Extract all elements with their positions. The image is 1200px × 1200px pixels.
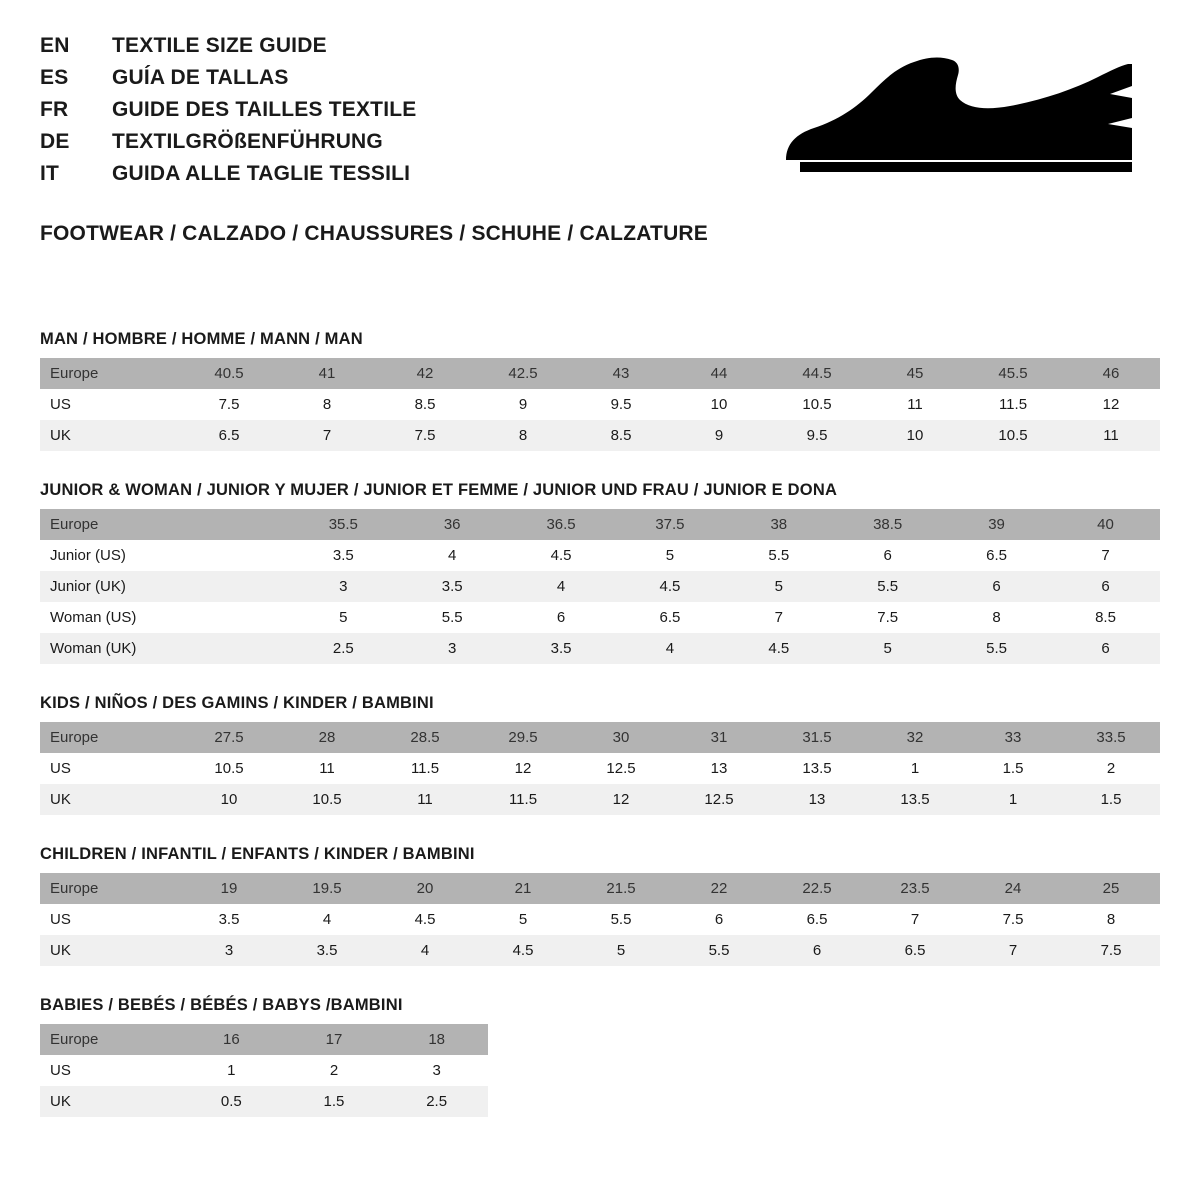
table-block-kids	[40, 694, 1160, 815]
language-code: ES	[40, 66, 69, 89]
cell: 4	[507, 571, 616, 602]
row-label: Europe	[40, 509, 180, 540]
cell: 8	[942, 602, 1051, 633]
row-label: UK	[40, 420, 180, 451]
table-row	[40, 873, 1160, 904]
cell	[180, 633, 289, 664]
language-title: GUIDE DES TAILLES TEXTILE	[112, 98, 417, 121]
cell: 6	[507, 602, 616, 633]
cell: 5	[474, 904, 572, 935]
cell: 4.5	[724, 633, 833, 664]
cell: 9.5	[768, 420, 866, 451]
row-label: US	[40, 389, 180, 420]
cell: 6	[670, 904, 768, 935]
cell: 13	[670, 753, 768, 784]
cell: 4.5	[376, 904, 474, 935]
cell: 6.5	[942, 540, 1051, 571]
cell: 38	[724, 509, 833, 540]
row-label: UK	[40, 784, 180, 815]
cell: 7.5	[964, 904, 1062, 935]
cell: 5	[833, 633, 942, 664]
language-code: DE	[40, 130, 70, 153]
cell: 5	[572, 935, 670, 966]
cell: 5	[724, 571, 833, 602]
row-label: US	[40, 753, 180, 784]
row-label: Europe	[40, 358, 180, 389]
cell: 5	[289, 602, 398, 633]
cell: 6	[1051, 633, 1160, 664]
cell: 4.5	[507, 540, 616, 571]
cell: 42.5	[474, 358, 572, 389]
row-label: Woman (UK)	[40, 633, 180, 664]
cell: 28	[278, 722, 376, 753]
cell: 10	[866, 420, 964, 451]
cell: 3.5	[180, 904, 278, 935]
cell: 19	[180, 873, 278, 904]
table-caption: JUNIOR & WOMAN / JUNIOR Y MUJER / JUNIOR ET FEMME / JUNIOR UND FRAU / JUNIOR E DONA	[40, 481, 838, 499]
cell: 39	[942, 509, 1051, 540]
table-row	[40, 602, 1160, 633]
cell: 4.5	[474, 935, 572, 966]
size-table-babies	[40, 1024, 488, 1117]
cell: 3.5	[398, 571, 507, 602]
cell: 8.5	[1051, 602, 1160, 633]
cell: 11	[866, 389, 964, 420]
cell: 19.5	[278, 873, 376, 904]
cell: 10.5	[180, 753, 278, 784]
row-label: Europe	[40, 873, 180, 904]
table-row	[40, 633, 1160, 664]
cell: 6.5	[768, 904, 866, 935]
cell: 5.5	[942, 633, 1051, 664]
cell: 22	[670, 873, 768, 904]
cell: 9	[474, 389, 572, 420]
cell: 21.5	[572, 873, 670, 904]
table-row	[40, 904, 1160, 935]
cell: 7	[964, 935, 1062, 966]
language-title: TEXTILGRÖßENFÜHRUNG	[112, 130, 383, 153]
cell: 3.5	[289, 540, 398, 571]
cell: 13.5	[866, 784, 964, 815]
cell: 22.5	[768, 873, 866, 904]
table-caption: KIDS / NIÑOS / DES GAMINS / KINDER / BAMBINI	[40, 694, 434, 712]
cell: 8	[1062, 904, 1160, 935]
cell: 28.5	[376, 722, 474, 753]
cell: 6	[942, 571, 1051, 602]
size-tables	[0, 330, 1200, 1117]
row-label: UK	[40, 1086, 180, 1117]
table-block-man	[40, 330, 1160, 451]
table-row	[40, 420, 1160, 451]
cell: 10	[180, 784, 278, 815]
cell: 3.5	[278, 935, 376, 966]
size-table-children	[40, 873, 1160, 966]
cell: 16	[180, 1024, 283, 1055]
row-label: Woman (US)	[40, 602, 180, 633]
cell: 9.5	[572, 389, 670, 420]
cell: 7.5	[833, 602, 942, 633]
cell: 5	[616, 540, 725, 571]
row-label: UK	[40, 935, 180, 966]
language-code: IT	[40, 162, 60, 185]
cell: 2.5	[289, 633, 398, 664]
cell: 7.5	[1062, 935, 1160, 966]
table-row	[40, 1086, 488, 1117]
cell: 18	[385, 1024, 488, 1055]
language-code: EN	[40, 34, 70, 57]
cell: 35.5	[289, 509, 398, 540]
cell: 1	[866, 753, 964, 784]
cell	[180, 540, 289, 571]
cell: 6.5	[866, 935, 964, 966]
dress-shoe-icon	[780, 42, 1140, 172]
cell: 7	[278, 420, 376, 451]
cell: 11	[376, 784, 474, 815]
table-row	[40, 753, 1160, 784]
cell: 31	[670, 722, 768, 753]
cell: 3	[289, 571, 398, 602]
cell: 20	[376, 873, 474, 904]
table-row	[40, 935, 1160, 966]
cell: 4	[278, 904, 376, 935]
cell: 10	[670, 389, 768, 420]
size-table-man	[40, 358, 1160, 451]
cell: 4	[376, 935, 474, 966]
category-title: FOOTWEAR / CALZADO / CHAUSSURES / SCHUHE / CALZATURE	[40, 222, 709, 245]
cell: 29.5	[474, 722, 572, 753]
table-block-babies	[40, 996, 1160, 1117]
table-row	[40, 784, 1160, 815]
row-label: Europe	[40, 1024, 180, 1055]
cell: 31.5	[768, 722, 866, 753]
cell: 12	[474, 753, 572, 784]
cell: 10.5	[768, 389, 866, 420]
cell: 3	[180, 935, 278, 966]
language-title: GUÍA DE TALLAS	[112, 66, 289, 89]
cell: 6	[1051, 571, 1160, 602]
cell: 2	[1062, 753, 1160, 784]
row-label: Junior (UK)	[40, 571, 180, 602]
cell: 0.5	[180, 1086, 283, 1117]
cell: 41	[278, 358, 376, 389]
cell: 11.5	[964, 389, 1062, 420]
cell: 9	[670, 420, 768, 451]
cell: 40	[1051, 509, 1160, 540]
cell: 5.5	[398, 602, 507, 633]
table-caption: BABIES / BEBÉS / BÉBÉS / BABYS /BAMBINI	[40, 996, 403, 1014]
cell: 42	[376, 358, 474, 389]
cell: 40.5	[180, 358, 278, 389]
cell: 5.5	[670, 935, 768, 966]
cell: 37.5	[616, 509, 725, 540]
cell: 6	[833, 540, 942, 571]
table-row	[40, 540, 1160, 571]
cell: 11.5	[376, 753, 474, 784]
table-row	[40, 509, 1160, 540]
cell: 11.5	[474, 784, 572, 815]
cell: 1.5	[964, 753, 1062, 784]
table-caption: CHILDREN / INFANTIL / ENFANTS / KINDER / BAMBINI	[40, 845, 475, 863]
cell: 7	[724, 602, 833, 633]
cell: 1	[964, 784, 1062, 815]
cell: 21	[474, 873, 572, 904]
table-block-junior-woman	[40, 481, 1160, 664]
cell	[180, 571, 289, 602]
cell: 30	[572, 722, 670, 753]
cell: 45.5	[964, 358, 1062, 389]
cell: 7	[866, 904, 964, 935]
cell: 10.5	[964, 420, 1062, 451]
cell: 8	[278, 389, 376, 420]
cell: 13	[768, 784, 866, 815]
language-title: TEXTILE SIZE GUIDE	[112, 34, 327, 57]
cell: 45	[866, 358, 964, 389]
cell: 12.5	[670, 784, 768, 815]
cell: 2	[283, 1055, 386, 1086]
cell: 44	[670, 358, 768, 389]
cell: 1	[180, 1055, 283, 1086]
page-header	[0, 0, 1200, 246]
cell: 24	[964, 873, 1062, 904]
cell: 6.5	[180, 420, 278, 451]
cell: 4	[616, 633, 725, 664]
cell: 5.5	[833, 571, 942, 602]
table-row	[40, 358, 1160, 389]
cell	[180, 602, 289, 633]
cell: 46	[1062, 358, 1160, 389]
cell: 12	[1062, 389, 1160, 420]
cell: 38.5	[833, 509, 942, 540]
table-row	[40, 1024, 488, 1055]
table-row	[40, 389, 1160, 420]
cell: 17	[283, 1024, 386, 1055]
row-label: Junior (US)	[40, 540, 180, 571]
cell: 25	[1062, 873, 1160, 904]
cell: 5.5	[724, 540, 833, 571]
table-block-children	[40, 845, 1160, 966]
cell: 2.5	[385, 1086, 488, 1117]
cell	[180, 509, 289, 540]
cell: 8.5	[572, 420, 670, 451]
language-code: FR	[40, 98, 69, 121]
row-label: US	[40, 904, 180, 935]
cell: 3	[398, 633, 507, 664]
cell: 6	[768, 935, 866, 966]
table-row	[40, 1055, 488, 1086]
cell: 8	[474, 420, 572, 451]
cell: 33.5	[1062, 722, 1160, 753]
cell: 36.5	[507, 509, 616, 540]
language-title: GUIDA ALLE TAGLIE TESSILI	[112, 162, 411, 185]
cell: 36	[398, 509, 507, 540]
cell: 5.5	[572, 904, 670, 935]
table-row	[40, 722, 1160, 753]
cell: 4.5	[616, 571, 725, 602]
table-row	[40, 571, 1160, 602]
cell: 12	[572, 784, 670, 815]
row-label: Europe	[40, 722, 180, 753]
cell: 3	[385, 1055, 488, 1086]
cell: 23.5	[866, 873, 964, 904]
cell: 6.5	[616, 602, 725, 633]
cell: 13.5	[768, 753, 866, 784]
cell: 27.5	[180, 722, 278, 753]
size-table-junior-woman	[40, 509, 1160, 664]
cell: 3.5	[507, 633, 616, 664]
cell: 12.5	[572, 753, 670, 784]
cell: 7.5	[376, 420, 474, 451]
cell: 7	[1051, 540, 1160, 571]
size-table-kids	[40, 722, 1160, 815]
row-label: US	[40, 1055, 180, 1086]
cell: 7.5	[180, 389, 278, 420]
cell: 1.5	[283, 1086, 386, 1117]
cell: 8.5	[376, 389, 474, 420]
cell: 43	[572, 358, 670, 389]
cell: 44.5	[768, 358, 866, 389]
cell: 1.5	[1062, 784, 1160, 815]
cell: 33	[964, 722, 1062, 753]
cell: 10.5	[278, 784, 376, 815]
cell: 11	[1062, 420, 1160, 451]
cell: 4	[398, 540, 507, 571]
table-caption: MAN / HOMBRE / HOMME / MANN / MAN	[40, 330, 363, 348]
cell: 32	[866, 722, 964, 753]
cell: 11	[278, 753, 376, 784]
